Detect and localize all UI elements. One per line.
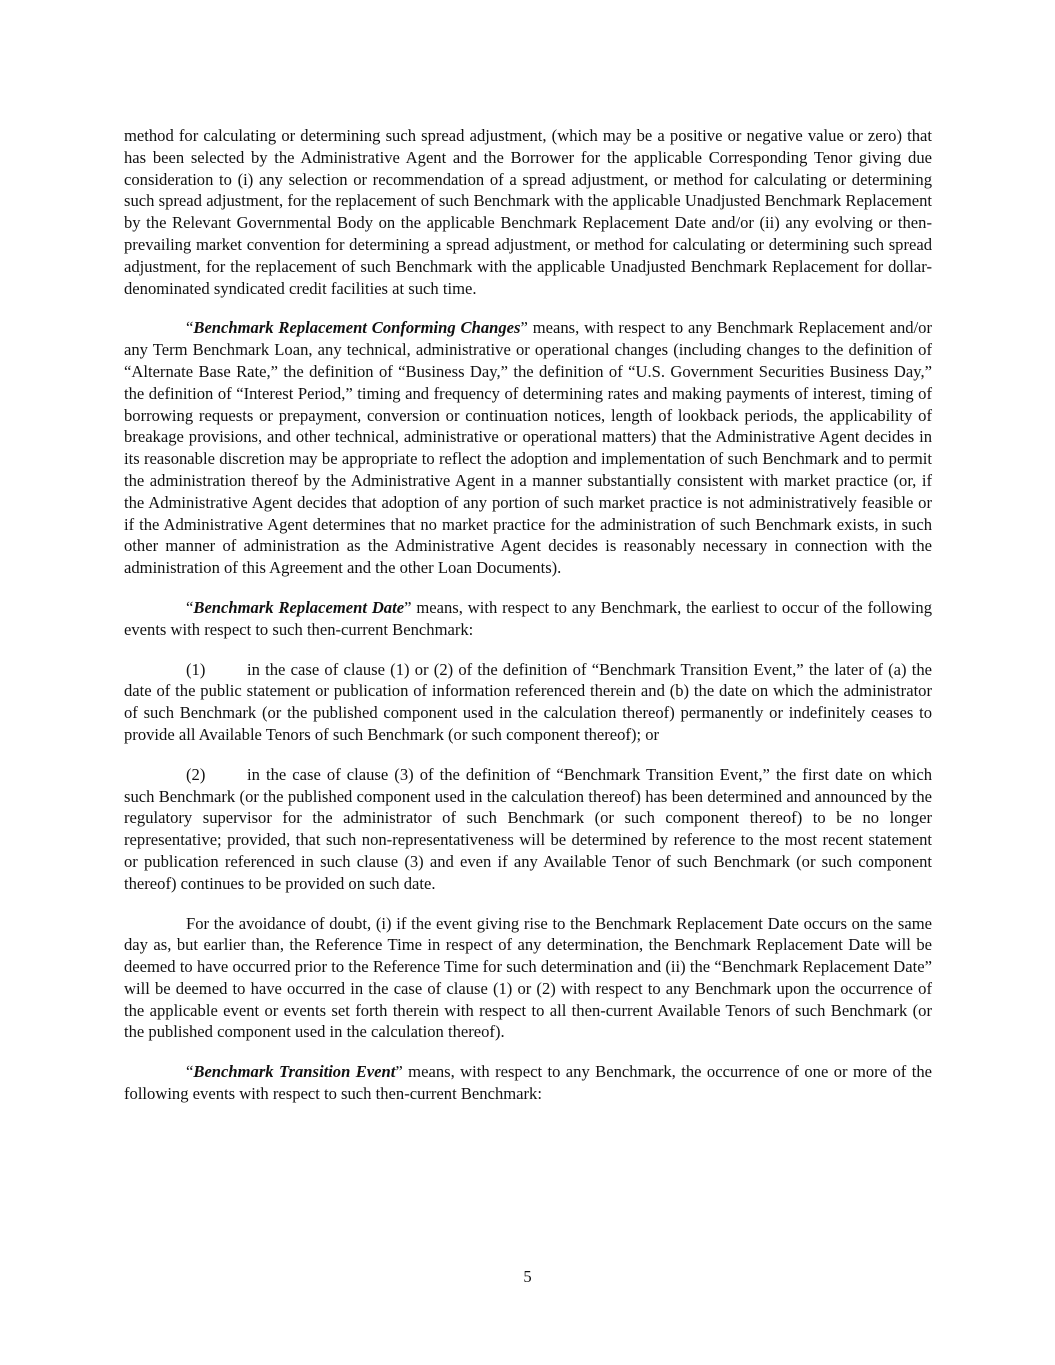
open-quote: “ (186, 597, 194, 617)
close-quote: ” (520, 318, 528, 338)
clause-1 (124, 659, 932, 746)
definition-text: means, with respect to any Benchmark, the occurrence of one or more of the following events with respect to such then-current Benchmark: (124, 1062, 932, 1104)
paragraph-avoidance-of-doubt (124, 913, 932, 1044)
paragraph-spread-adjustment-continuation (124, 125, 932, 299)
open-quote: “ (186, 318, 194, 338)
page-number: 5 (523, 1267, 532, 1286)
clause-number: (2) (186, 764, 206, 784)
paragraph-text: For the avoidance of doubt, (i) if the event giving rise to the Benchmark Replacement Date occurs on the same day as, but earlier than, the Reference Time in respect of any determination, the Benchmark Replacement Date will be deemed to have occurred prior to the Reference Time for such determination and (ii) the “Benchmark Replacement Date” will be deemed to have occurred in the case of clause (1) or (2) with respect to any Benchmark upon the occurrence of the applicable event or events set forth therein with respect to all then-current Available Tenors of such Benchmark (or the published component used in the calculation thereof). (124, 913, 932, 1042)
clause-2 (124, 764, 932, 895)
defined-term: Benchmark Transition Event (193, 1062, 396, 1082)
definition-benchmark-replacement-date (124, 597, 932, 641)
definition-text: means, with respect to any Benchmark, the earliest to occur of the following events with respect to such then-current Benchmark: (124, 597, 932, 639)
definition-benchmark-transition-event (124, 1061, 932, 1105)
paragraph-text: method for calculating or determining such spread adjustment, (which may be a positive or negative value or zero) that has been selected by the Administrative Agent and the Borrower for the applicable Corresponding Tenor giving due consideration to (i) any selection or recommendation of a spread adjustment, or method for calculating or determining such spread adjustment, for the replacement of such Benchmark with the applicable Unadjusted Benchmark Replacement by the Relevant Governmental Body on the applicable Benchmark Replacement Date and/or (ii) any evolving or then-prevailing market convention for determining a spread adjustment, or method for calculating or determining such spread adjustment, for the replacement of such Benchmark with the applicable Unadjusted Benchmark Replacement for dollar-denominated syndicated credit facilities at such time. (124, 126, 932, 298)
clause-number: (1) (186, 659, 206, 679)
close-quote: ” (404, 597, 412, 617)
close-quote: ” (395, 1062, 403, 1082)
document-page (124, 125, 932, 1123)
definition-benchmark-replacement-conforming-changes (124, 317, 932, 579)
defined-term: Benchmark Replacement Conforming Changes (193, 318, 521, 338)
defined-term: Benchmark Replacement Date (193, 597, 405, 617)
clause-text: in the case of clause (3) of the definition of “Benchmark Transition Event,” the first date on which such Benchmark (or the published component used in the calculation thereof) has been determined and announced by the regulatory supervisor for the administrator of such Benchmark (or such component thereof) to be no longer representative; provided, that such non-representativeness will be determined by reference to the most recent statement or publication referenced in such clause (3) and even if any Available Tenor of such Benchmark (or such component thereof) continues to be provided on such date. (124, 764, 932, 893)
open-quote: “ (186, 1062, 194, 1082)
clause-text: in the case of clause (1) or (2) of the definition of “Benchmark Transition Event,” the later of (a) the date of the public statement or publication of information referenced therein and (b) the date on which the administrator of such Benchmark (or the published component used in the calculation thereof) permanently or indefinitely ceases to provide all Available Tenors of such Benchmark (or such component thereof); or (124, 659, 932, 744)
definition-text: means, with respect to any Benchmark Replacement and/or any Term Benchmark Loan, any technical, administrative or operational changes (including changes to the definition of “Alternate Base Rate,” the definition of “Business Day,” the definition of “U.S. Government Securities Business Day,” the definition of “Interest Period,” timing and frequency of determining rates and making payments of interest, timing of borrowing requests or prepayment, conversion or continuation notices, length of lookback periods, the applicability of breakage provisions, and other technical, administrative or operational matters) that the Administrative Agent decides in its reasonable discretion may be appropriate to reflect the adoption and implementation of such Benchmark and to permit the administration thereof by the Administrative Agent in a manner substantially consistent with market practice (or, if the Administrative Agent decides that adoption of any portion of such market practice is not administratively feasible or if the Administrative Agent determines that no market practice for the administration of such Benchmark exists, in such other manner of administration as the Administrative Agent decides is reasonably necessary in connection with the administration of this Agreement and the other Loan Documents). (124, 318, 932, 578)
